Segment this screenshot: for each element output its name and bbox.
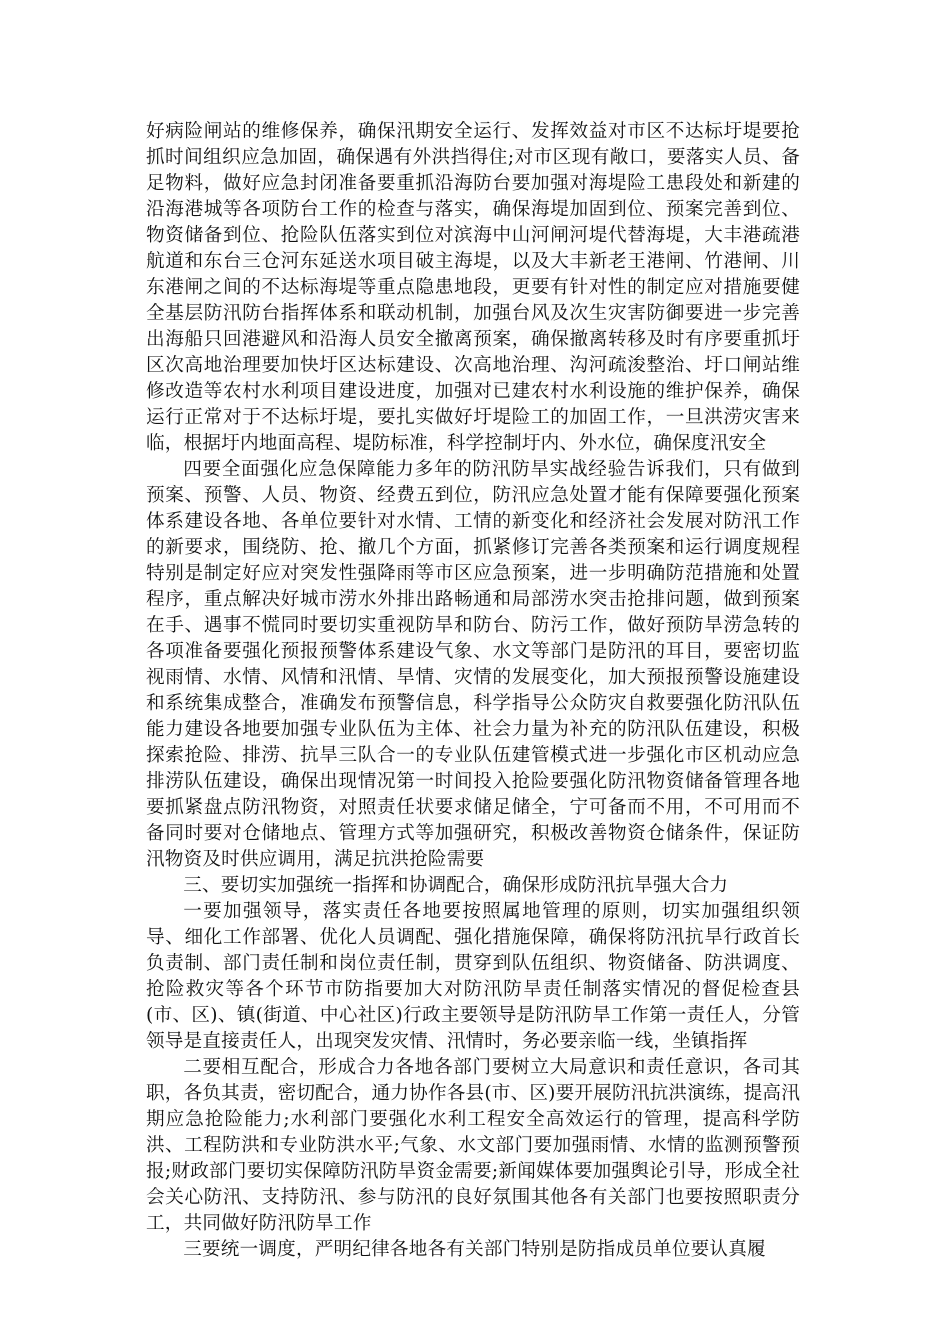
paragraph-cooperation: 二要相互配合，形成合力各地各部门要树立大局意识和责任意识，各司其职，各负其责，密切配合，通力协作各县(市、区)要开展防汛抗洪演练，提高汛期应急抢险能力;水利部门要强化水利工程安全高效运行的管理，提高科学防洪、工程防洪和专业防洪水平;气象、水文部门要加强雨情、水情的监测预警预报;财政部门要切实保障防汛防旱资金需要;新闻媒体要加强舆论引导，形成全社会关心防汛、支持防汛、参与防汛的良好氛围其他各有关部门也要按照职责分工，共同做好防汛防旱工作 — [146, 1057, 800, 1234]
section-heading-unified-command: 三、要切实加强统一指挥和协调配合，确保形成防汛抗旱强大合力 — [183, 875, 729, 896]
paragraph-emergency-capability: 四要全面强化应急保障能力多年的防汛防旱实战经验告诉我们，只有做到预案、预警、人员、物资、经费五到位，防汛应急处置才能有保障要强化预案体系建设各地、各单位要针对水情、工情的新变化和经济社会发展对防汛工作的新要求，围绕防、抢、撤几个方面，抓紧修订完善各类预案和运行调度规程特别是制定好应对突发性强降雨等市区应急预案，进一步明确防范措施和处置程序，重点解决好城市涝水外排出路畅通和局部涝水突击抢排问题，做到预案在手、遇事不慌同时要切实重视防旱和防台、防污工作，做好预防旱涝急转的各项准备要强化预报预警体系建设气象、水文等部门是防汛的耳目，要密切监视雨情、水情、风情和汛情、旱情、灾情的发展变化，加大预报预警设施建设和系统集成整合，准确发布预警信息，科学指导公众防灾自救要强化防汛队伍能力建设各地要加强专业队伍为主体、社会力量为补充的防汛队伍建设，积极探索抢险、排涝、抗旱三队合一的专业队伍建管模式进一步强化市区机动应急排涝队伍建设，确保出现情况第一时间投入抢险要强化防汛物资储备管理各地要抓紧盘点防汛物资，对照责任状要求储足储全，宁可备而不用，不可用而不备同时要对仓储地点、管理方式等加强研究，积极改善物资仓储条件，保证防汛物资及时供应调用，满足抗洪抢险需要 — [146, 459, 800, 870]
paragraph-unified-dispatch: 三要统一调度，严明纪律各地各有关部门特别是防指成员单位要认真履 — [183, 1239, 766, 1260]
paragraph-flood-safety-measures: 好病险闸站的维修保养，确保汛期安全运行、发挥效益对市区不达标圩堤要抢抓时间组织应急加固，确保遇有外洪挡得住;对市区现有敞口，要落实人员、备足物料，做好应急封闭准备要重抓沿海防台要加强对海堤险工患段处和新建的沿海港城等各项防台工作的检查与落实，确保海堤加固到位、预案完善到位、物资储备到位、抢险队伍落实到位对滨海中山河闸河堤代替海堤，大丰港疏港航道和东台三仓河东延送水项目破主海堤，以及大丰新老王港闸、竹港闸、川东港闸之间的不达标海堤等重点隐患地段，更要有针对性的制定应对措施要健全基层防汛防台指挥体系和联动机制，加强台风及次生灾害防御要进一步完善出海船只回港避风和沿海人员安全撤离预案，确保撤离转移及时有序要重抓圩区次高地治理要加快圩区达标建设、次高地治理、沟河疏浚整治、圩口闸站维修改造等农村水利项目建设进度，加强对已建农村水利设施的维护保养，确保运行正常对于不达标圩堤，要扎实做好圩堤险工的加固工作，一旦洪涝灾害来临，根据圩内地面高程、堤防标准，科学控制圩内、外水位，确保度汛安全 — [146, 121, 800, 454]
paragraph-leadership-responsibility: 一要加强领导，落实责任各地要按照属地管理的原则，切实加强组织领导、细化工作部署、优化人员调配、强化措施保障，确保将防汛抗旱行政首长负责制、部门责任制和岗位责任制，贯穿到队伍组织、物资储备、防洪调度、抢险救灾等各个环节市防指要加大对防汛防旱责任制落实情况的督促检查县(市、区)、镇(街道、中心社区)行政主要领导是防汛防旱工作第一责任人，分管领导是直接责任人，出现突发灾情、汛情时，务必要亲临一线，坐镇指挥 — [146, 901, 800, 1052]
document-body — [146, 119, 800, 1263]
